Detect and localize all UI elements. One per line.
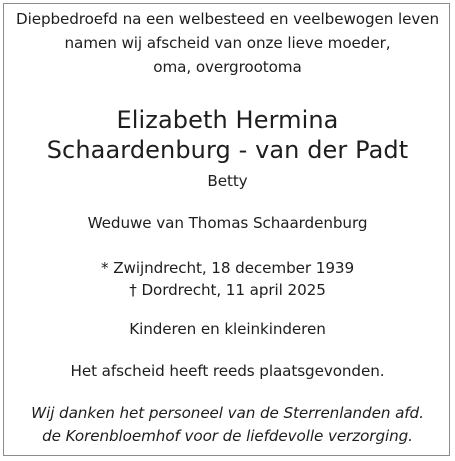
- birth-line: * Zwijndrecht, 18 december 1939: [100, 259, 355, 277]
- family-line: Kinderen en kleinkinderen: [129, 320, 326, 338]
- funeral-note: Het afscheid heeft reeds plaatsgevonden.: [70, 362, 385, 380]
- death-line: † Dordrecht, 11 april 2025: [129, 281, 326, 299]
- thanks-line-2: de Korenbloemhof voor de liefdevolle verzorging.: [42, 427, 413, 445]
- deceased-name-line-1: Elizabeth Hermina: [116, 106, 339, 134]
- widow-of: Weduwe van Thomas Schaardenburg: [87, 214, 368, 232]
- intro-line-3: oma, overgrootoma: [153, 58, 302, 76]
- nickname: Betty: [207, 172, 248, 190]
- deceased-name-line-2: Schaardenburg - van der Padt: [46, 136, 409, 164]
- intro-line-1: Diepbedroefd na een welbesteed en veelbewogen leven: [15, 10, 440, 28]
- intro-line-2: namen wij afscheid van onze lieve moeder,: [64, 34, 391, 52]
- thanks-line-1: Wij danken het personeel van de Sterrenlanden afd.: [31, 404, 424, 422]
